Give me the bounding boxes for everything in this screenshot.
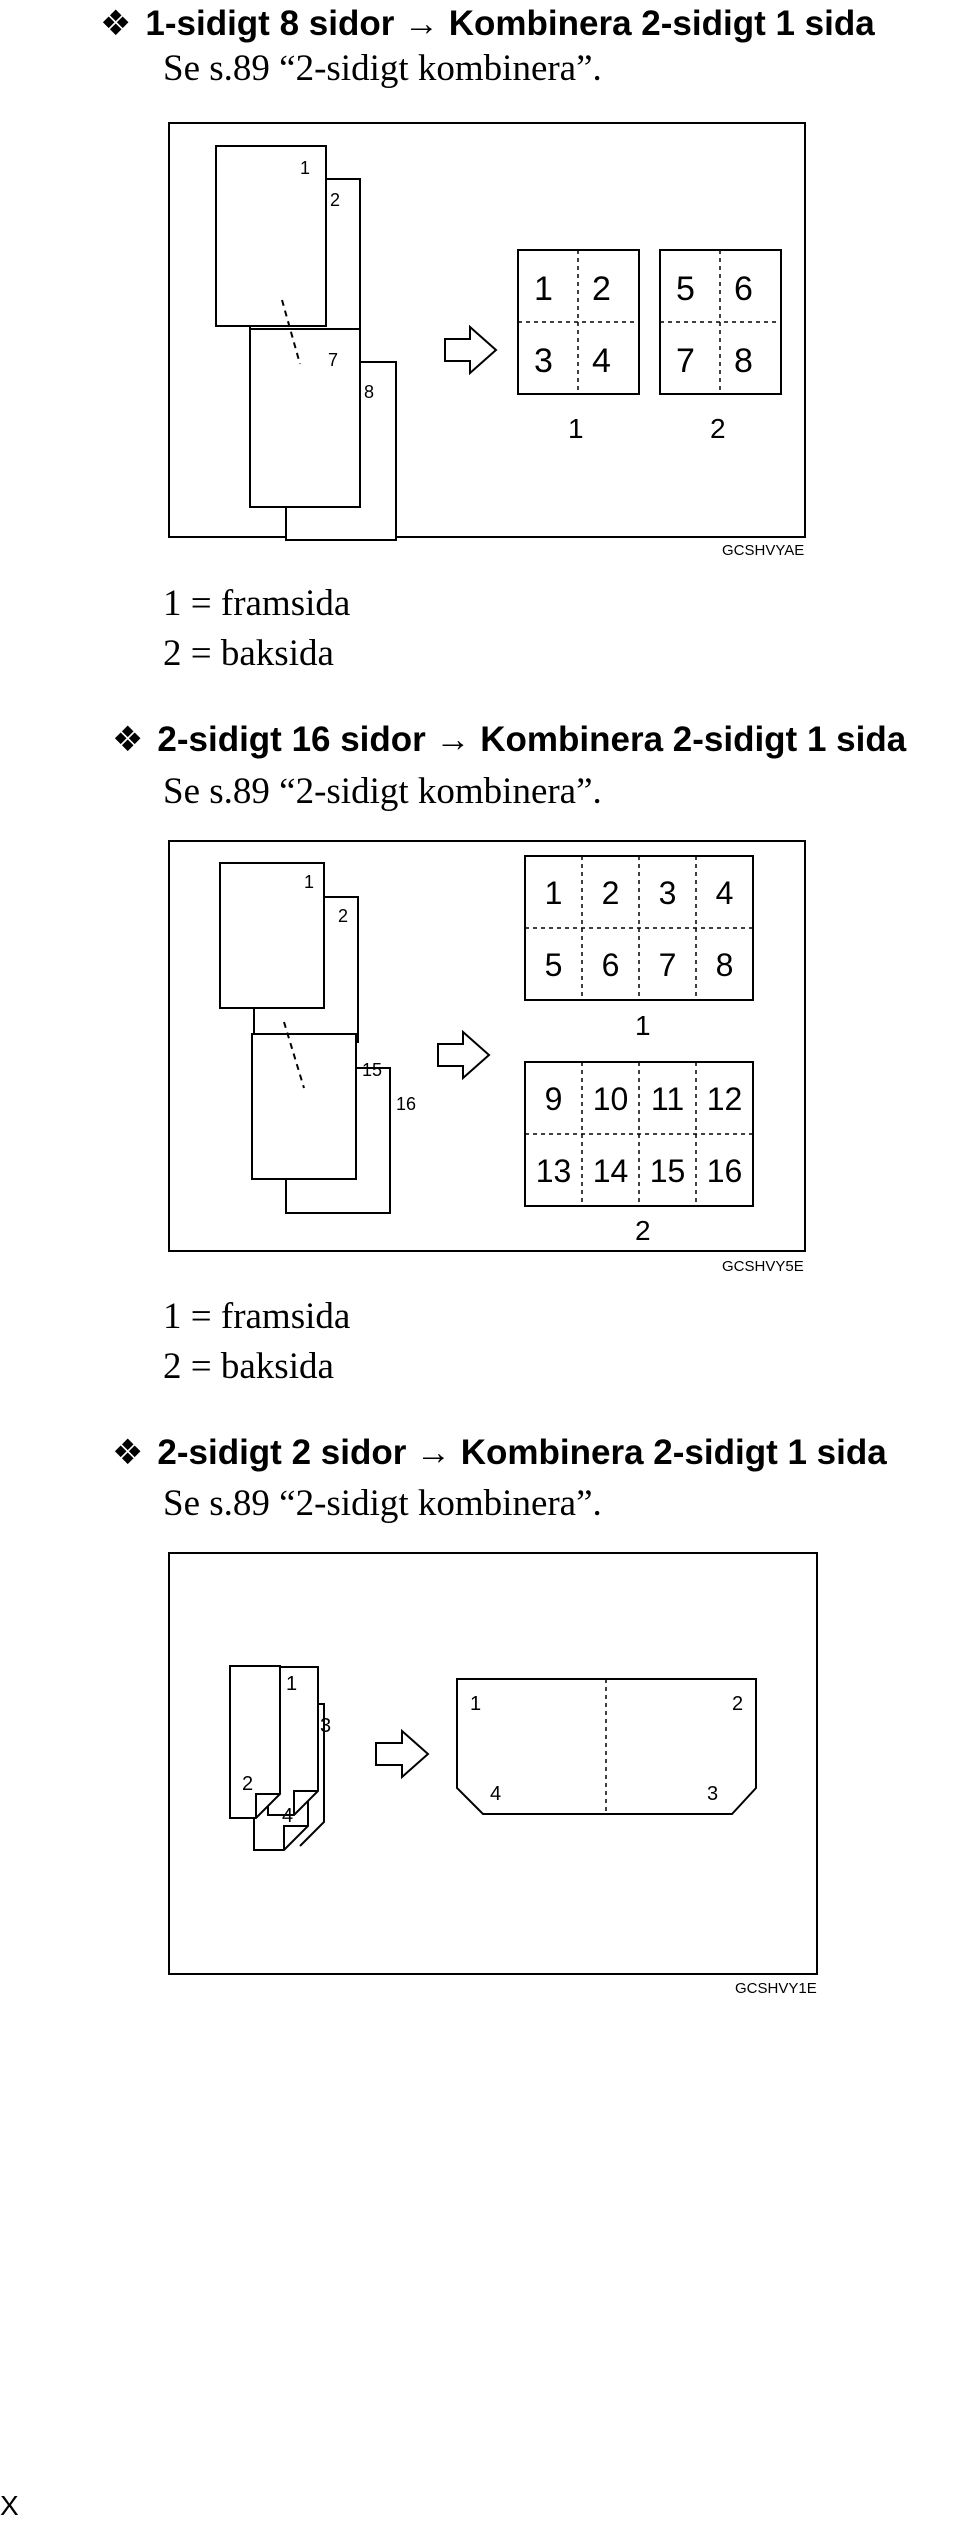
- right-arrow-icon: [438, 1032, 489, 1078]
- section-3-reference: Se s.89 “2-sidigt kombinera”.: [163, 1483, 602, 1524]
- cell: 2: [601, 875, 620, 911]
- legend-back: 2 = baksida: [163, 1346, 334, 1387]
- section-3-heading-text: 2-sidigt 2 sidor → Kombinera 2-sidigt 1 sida: [157, 1433, 887, 1472]
- back-page-label: 4: [282, 1805, 294, 1827]
- result-top-left: 1: [470, 1693, 482, 1715]
- section-2-heading: [112, 722, 906, 758]
- cell: 3: [534, 342, 553, 380]
- figure-3-diagram: [170, 1554, 820, 1977]
- back-page-label: 2: [330, 190, 341, 210]
- source-last-sheet-front: [250, 329, 360, 507]
- result-sheet-2-label: 2: [635, 1215, 651, 1246]
- right-arrow-icon: [445, 327, 496, 373]
- cell: 2: [592, 270, 611, 308]
- cell: 8: [734, 342, 753, 380]
- cell: 6: [601, 947, 620, 983]
- diamond-bullet-icon: ❖: [112, 1433, 144, 1473]
- figure-3-frame: [168, 1552, 818, 1975]
- figure-3-code: GCSHVY1E: [735, 1980, 817, 1997]
- back-page-label: 2: [242, 1773, 254, 1795]
- right-arrow-icon: [376, 1731, 428, 1777]
- last-back-page-label: 16: [396, 1094, 417, 1114]
- front-page-label: 1: [286, 1673, 298, 1695]
- source-last-sheet-front: [252, 1034, 356, 1179]
- section-3-heading: [112, 1435, 887, 1471]
- front-page-label: 3: [320, 1715, 332, 1737]
- front-page-label: 1: [300, 158, 311, 178]
- result-sheet-1-label: 1: [568, 413, 584, 444]
- section-1-reference: Se s.89 “2-sidigt kombinera”.: [163, 48, 602, 89]
- diamond-bullet-icon: ❖: [112, 720, 144, 760]
- diamond-bullet-icon: ❖: [100, 4, 132, 44]
- figure-2-diagram: [170, 842, 808, 1254]
- section-2-heading-text: 2-sidigt 16 sidor → Kombinera 2-sidigt 1 sida: [157, 720, 907, 759]
- cell: 5: [676, 270, 695, 308]
- cell: 16: [706, 1153, 743, 1189]
- cell: 11: [650, 1081, 685, 1117]
- figure-2-code: GCSHVY5E: [722, 1258, 804, 1275]
- last-front-page-label: 15: [362, 1060, 383, 1080]
- cell: 6: [734, 270, 753, 308]
- cell: 15: [649, 1153, 686, 1189]
- cell: 7: [658, 947, 677, 983]
- cell: 7: [676, 342, 695, 380]
- result-sheet-1-label: 1: [635, 1010, 651, 1041]
- cell: 3: [658, 875, 677, 911]
- result-sheet-2-label: 2: [710, 413, 726, 444]
- cell: 10: [592, 1081, 629, 1117]
- cell: 8: [715, 947, 734, 983]
- legend-front: 1 = framsida: [163, 583, 351, 624]
- figure-2-frame: [168, 840, 806, 1252]
- figure-1-diagram: [170, 124, 808, 540]
- cell: 13: [535, 1153, 572, 1189]
- last-front-page-label: 7: [328, 350, 339, 370]
- legend-front: 1 = framsida: [163, 1296, 351, 1337]
- result-bottom-left: 4: [490, 1783, 502, 1805]
- legend-back: 2 = baksida: [163, 633, 334, 674]
- section-1-heading: [100, 6, 875, 42]
- cell: 1: [544, 875, 563, 911]
- page-marker: X: [0, 2490, 19, 2521]
- cell: 4: [592, 342, 611, 380]
- back-page-label: 2: [338, 906, 349, 926]
- figure-1-code: GCSHVYAE: [722, 542, 805, 559]
- cell: 9: [544, 1081, 563, 1117]
- cell: 4: [715, 875, 734, 911]
- result-top-right: 2: [732, 1693, 744, 1715]
- last-back-page-label: 8: [364, 382, 375, 402]
- cell: 1: [534, 270, 553, 308]
- result-bottom-right: 3: [707, 1783, 719, 1805]
- cell: 12: [706, 1081, 743, 1117]
- section-1-heading-text: 1-sidigt 8 sidor → Kombinera 2-sidigt 1 sida: [145, 4, 875, 43]
- front-page-label: 1: [304, 872, 315, 892]
- cell: 5: [544, 947, 563, 983]
- figure-1-frame: [168, 122, 806, 538]
- cell: 14: [592, 1153, 629, 1189]
- section-2-reference: Se s.89 “2-sidigt kombinera”.: [163, 771, 602, 812]
